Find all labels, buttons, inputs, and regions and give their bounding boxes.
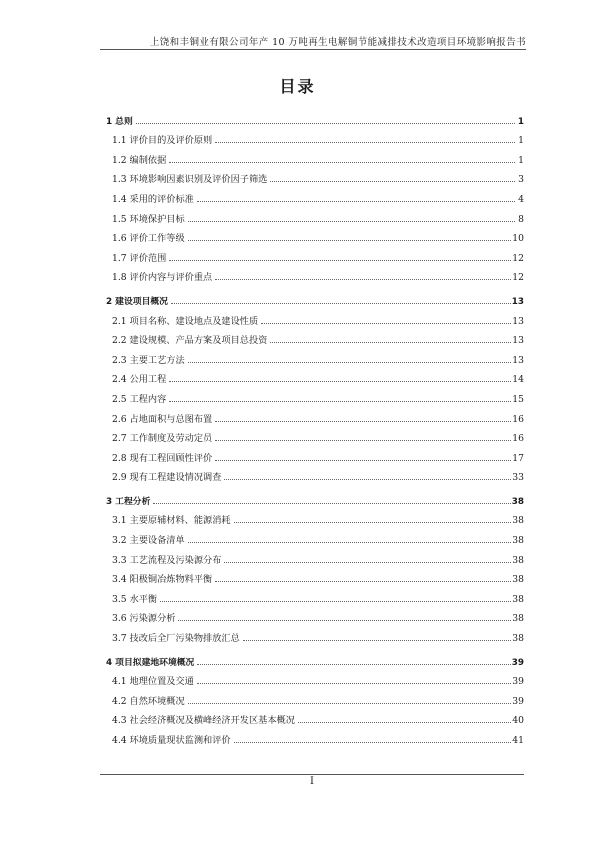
toc-entry-label: 4.2 自然环境概况 — [112, 695, 185, 707]
toc-entry-page-number: 1 — [517, 116, 524, 127]
toc-entry-label: 2.8 现有工程回顾性评价 — [112, 452, 213, 464]
dot-leader — [197, 663, 510, 665]
toc-chapter-entry[interactable] — [100, 107, 524, 127]
toc-entry-label: 4 项目拟建地环境概况 — [106, 657, 195, 668]
toc-entry-label: 1.3 环境影响因素识别及评价因子筛选 — [112, 174, 268, 186]
dot-leader — [188, 702, 512, 704]
toc-entry-page-number: 14 — [512, 374, 524, 386]
dot-leader — [169, 259, 511, 261]
dot-leader — [178, 619, 511, 621]
dot-leader — [171, 302, 511, 304]
toc-entry-label: 2.2 建设规模、产品方案及项目总投资 — [112, 335, 268, 347]
dot-leader — [197, 682, 511, 684]
page-footer — [100, 774, 524, 787]
toc-section-entry[interactable] — [100, 385, 524, 405]
dot-leader — [234, 521, 512, 523]
page-title: 目录 — [279, 77, 316, 96]
toc-entry-label: 3 工程分析 — [106, 496, 151, 507]
toc-entry-label: 1.1 评价目的及评价原则 — [112, 135, 213, 147]
toc-entry-page-number: 13 — [512, 315, 524, 327]
dot-leader — [215, 580, 511, 582]
toc-entry-label: 2.9 现有工程建设情况调查 — [112, 472, 222, 484]
toc-entry-label: 2.1 项目名称、建设地点及建设性质 — [112, 315, 259, 327]
toc-entry-page-number: 38 — [512, 515, 524, 527]
toc-chapter-entry[interactable] — [100, 487, 524, 507]
toc-entry-label: 4.1 地理位置及交通 — [112, 676, 194, 688]
dot-leader — [188, 239, 512, 241]
toc-entry-page-number: 41 — [512, 735, 524, 746]
toc-section-entry[interactable] — [100, 405, 524, 425]
table-of-contents — [100, 107, 524, 746]
toc-entry-page-number: 38 — [512, 633, 524, 645]
toc-section-entry[interactable] — [100, 507, 524, 527]
toc-entry-page-number: 40 — [512, 715, 524, 727]
dot-leader — [270, 180, 515, 182]
dot-leader — [197, 200, 515, 202]
toc-entry-page-number: 1 — [518, 154, 524, 166]
dot-leader — [169, 161, 515, 163]
dot-leader — [270, 341, 511, 343]
toc-section-entry[interactable] — [100, 566, 524, 586]
toc-section-entry[interactable] — [100, 146, 524, 166]
toc-section-entry[interactable] — [100, 526, 524, 546]
toc-section-entry[interactable] — [100, 546, 524, 566]
dot-leader — [215, 459, 511, 461]
toc-entry-page-number: 10 — [512, 233, 524, 245]
toc-section-entry[interactable] — [100, 726, 524, 746]
toc-section-entry[interactable] — [100, 205, 524, 225]
running-header: 上饶和丰铜业有限公司年产 10 万吨再生电解铜节能减排技术改造项目环境影响报告书 — [100, 34, 526, 50]
toc-section-entry[interactable] — [100, 185, 524, 205]
dot-leader — [215, 278, 511, 280]
toc-section-entry[interactable] — [100, 264, 524, 284]
toc-entry-label: 3.7 技改后全厂污染物排放汇总 — [112, 633, 240, 645]
toc-entry-page-number: 16 — [512, 433, 524, 445]
toc-entry-page-number: 38 — [512, 613, 524, 625]
toc-entry-label: 3.6 污染源分析 — [112, 613, 176, 625]
toc-entry-label: 1.2 编制依据 — [112, 154, 167, 166]
toc-entry-page-number: 16 — [512, 413, 524, 425]
dot-leader — [215, 420, 511, 422]
toc-section-entry[interactable] — [100, 166, 524, 186]
toc-entry-label: 2 建设项目概况 — [106, 296, 168, 307]
toc-entry-page-number: 1 — [518, 135, 524, 147]
dot-leader — [224, 561, 511, 563]
toc-entry-label: 1.5 环境保护目标 — [112, 213, 185, 225]
toc-entry-label: 4.4 环境质量现状监测和评价 — [112, 735, 231, 746]
dot-leader — [224, 478, 511, 480]
dot-leader — [298, 721, 511, 723]
toc-entry-label: 2.4 公用工程 — [112, 374, 167, 386]
dot-leader — [261, 322, 511, 324]
toc-entry-page-number: 12 — [512, 272, 524, 284]
dot-leader — [215, 141, 515, 143]
toc-entry-label: 3.2 主要设备清单 — [112, 535, 185, 547]
toc-section-entry[interactable] — [100, 307, 524, 327]
toc-section-entry[interactable] — [100, 346, 524, 366]
toc-entry-label: 1.6 评价工作等级 — [112, 233, 185, 245]
toc-entry-page-number: 38 — [512, 593, 524, 605]
toc-entry-page-number: 17 — [512, 452, 524, 464]
toc-section-entry[interactable] — [100, 127, 524, 147]
dot-leader — [160, 600, 511, 602]
dot-leader — [169, 380, 511, 382]
toc-entry-page-number: 13 — [512, 354, 524, 366]
page-number: I — [310, 776, 314, 787]
toc-entry-label: 3.1 主要原辅材料、能源消耗 — [112, 515, 231, 527]
toc-entry-page-number: 4 — [518, 193, 524, 205]
toc-chapter-entry[interactable] — [100, 648, 524, 668]
dot-leader — [188, 541, 512, 543]
toc-entry-page-number: 12 — [512, 252, 524, 264]
toc-entry-label: 3.4 阳极铜冶炼物料平衡 — [112, 574, 213, 586]
toc-section-entry[interactable] — [100, 687, 524, 707]
dot-leader — [169, 400, 511, 402]
toc-entry-label: 2.7 工作制度及劳动定员 — [112, 433, 213, 445]
toc-entry-label: 3.3 工艺流程及污染源分布 — [112, 554, 222, 566]
toc-section-entry[interactable] — [100, 464, 524, 484]
toc-section-entry[interactable] — [100, 425, 524, 445]
toc-entry-page-number: 39 — [512, 695, 524, 707]
toc-section-entry[interactable] — [100, 366, 524, 386]
toc-entry-page-number: 38 — [512, 535, 524, 547]
dot-leader — [188, 220, 515, 222]
toc-entry-label: 1.8 评价内容与评价重点 — [112, 272, 213, 284]
toc-section-entry[interactable] — [100, 444, 524, 464]
toc-entry-label: 2.6 占地面积与总图布置 — [112, 413, 213, 425]
toc-entry-page-number: 38 — [512, 554, 524, 566]
toc-entry-label: 1.4 采用的评价标准 — [112, 193, 194, 205]
toc-entry-page-number: 39 — [511, 657, 524, 668]
toc-section-entry[interactable] — [100, 624, 524, 644]
toc-entry-label: 2.5 工程内容 — [112, 393, 167, 405]
toc-entry-label: 4.3 社会经济概况及横峰经济开发区基本概况 — [112, 715, 295, 727]
dot-leader — [234, 741, 512, 743]
toc-section-entry[interactable] — [100, 585, 524, 605]
toc-entry-label: 3.5 水平衡 — [112, 593, 158, 605]
toc-entry-label: 2.3 主要工艺方法 — [112, 354, 185, 366]
toc-entry-page-number: 38 — [511, 496, 524, 507]
toc-entry-label: 1 总则 — [106, 116, 133, 127]
toc-entry-page-number: 8 — [518, 213, 524, 225]
toc-section-entry[interactable] — [100, 327, 524, 347]
toc-entry-page-number: 39 — [512, 676, 524, 688]
toc-section-entry[interactable] — [100, 605, 524, 625]
toc-entry-label: 1.7 评价范围 — [112, 252, 167, 264]
toc-section-entry[interactable] — [100, 707, 524, 727]
toc-entry-page-number: 38 — [512, 574, 524, 586]
toc-entry-page-number: 13 — [512, 335, 524, 347]
dot-leader — [243, 639, 512, 641]
toc-section-entry[interactable] — [100, 244, 524, 264]
toc-entry-page-number: 3 — [518, 174, 524, 186]
toc-entry-page-number: 15 — [512, 393, 524, 405]
toc-chapter-entry[interactable] — [100, 287, 524, 307]
dot-leader — [153, 502, 510, 504]
dot-leader — [215, 439, 511, 441]
toc-section-entry[interactable] — [100, 668, 524, 688]
dot-leader — [136, 122, 515, 124]
toc-entry-page-number: 13 — [511, 296, 524, 307]
dot-leader — [188, 361, 512, 363]
toc-section-entry[interactable] — [100, 225, 524, 245]
toc-entry-page-number: 33 — [512, 472, 524, 484]
